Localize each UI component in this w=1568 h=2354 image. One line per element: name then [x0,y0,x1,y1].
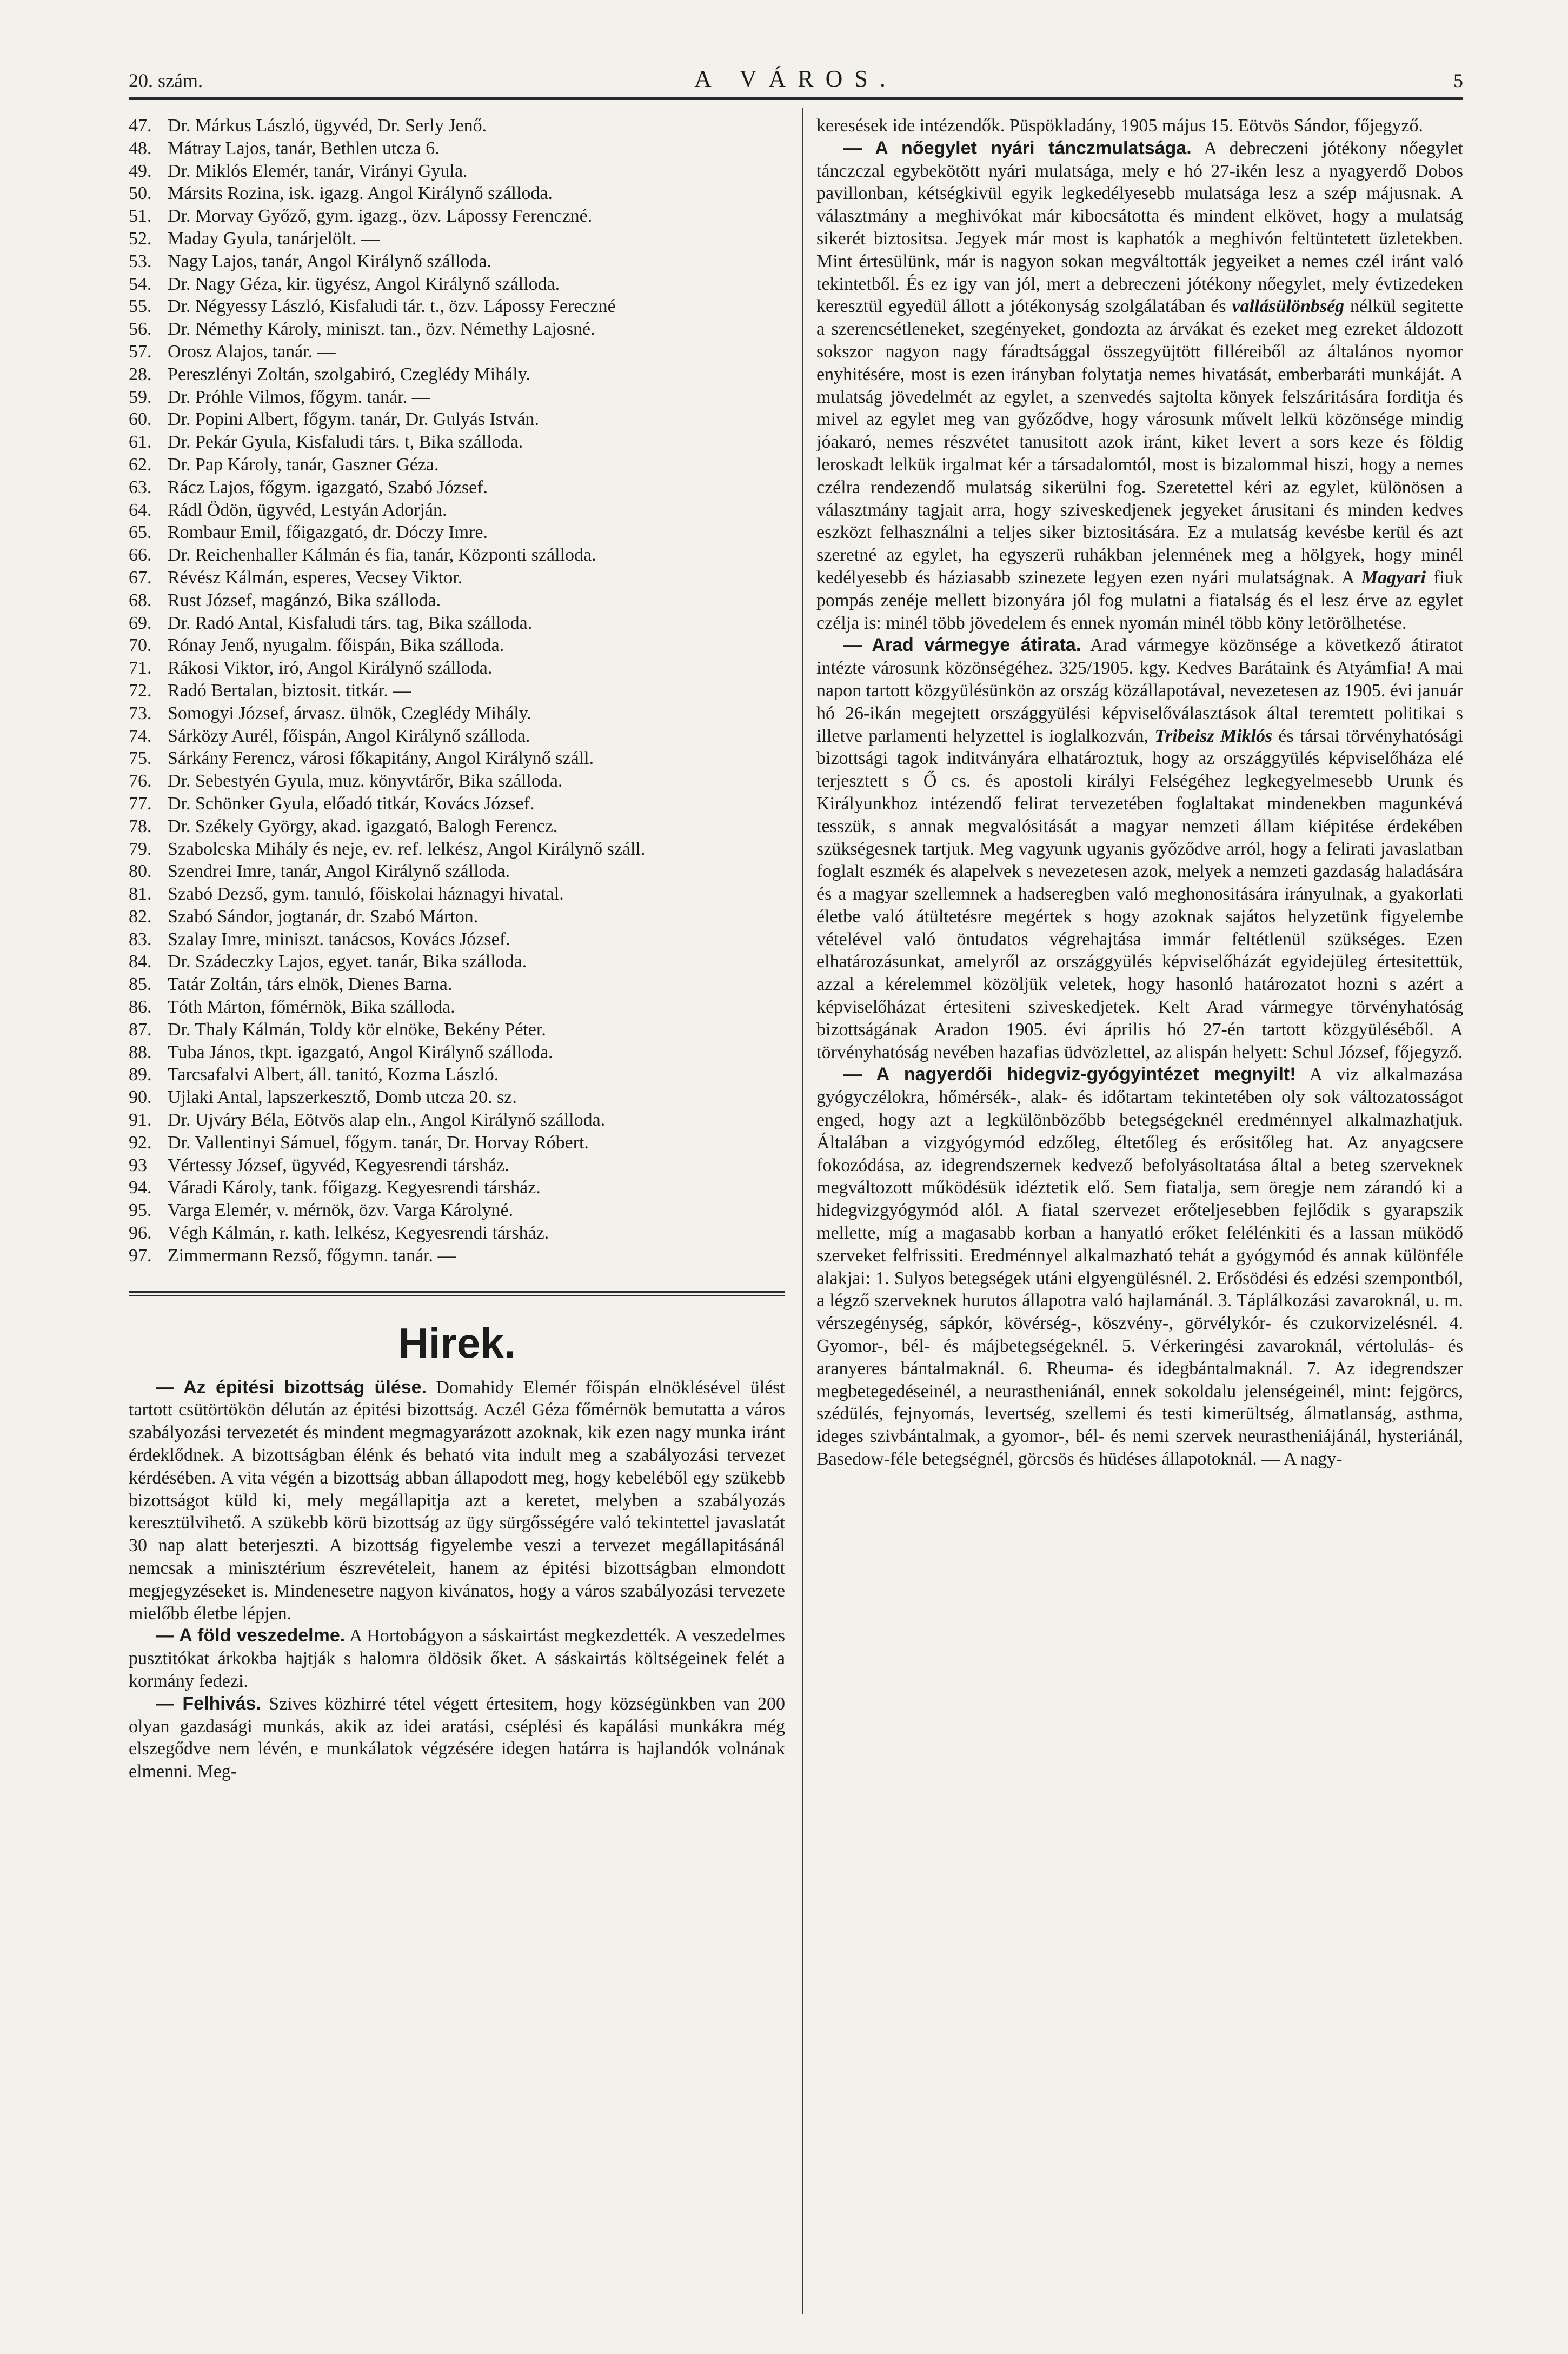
item-text: Tarcsafalvi Albert, áll. tanitó, Kozma László. [168,1065,499,1085]
item-text: Dr. Márkus László, ügyvéd, Dr. Serly Jenő. [168,116,487,136]
list-item [129,273,785,296]
item-text: Szabó Dezső, gym. tanuló, főiskolai háznagyi hivatal. [168,884,564,905]
list-item [129,408,785,431]
item-text: Nagy Lajos, tanár, Angol Királynő szálloda. [168,251,492,271]
emphasized-name: vallásülönbség [1232,296,1345,317]
issue-number: 20. szám. [129,70,203,91]
list-item [129,883,785,906]
item-number: 60. [129,409,152,430]
item-text: Radó Bertalan, biztosit. titkár. — [168,680,411,701]
item-text: Dr. Morvay Győző, gym. igazg., özv. Lápossy Ferenczné. [168,206,593,227]
item-number: 53. [129,251,152,271]
item-text: Dr. Pekár Gyula, Kisfaludi társ. t, Bika szálloda. [168,432,523,453]
item-text: Tuba János, tkpt. igazgató, Angol Királynő szálloda. [168,1042,553,1062]
item-text: Tatár Zoltán, társ elnök, Dienes Barna. [168,974,453,995]
item-number: 93 [129,1155,147,1175]
item-text: Rust József, magánzó, Bika szálloda. [168,590,441,610]
list-item [129,1109,785,1132]
item-number: 72. [129,680,152,701]
item-number: 81. [129,884,152,905]
list-item [129,137,785,160]
item-text: Dr. Popini Albert, főgym. tanár, Dr. Gulyás István. [168,409,540,430]
article-body: fiuk pompás zenéje mellett bizonyára jól fog mulatni a fiatalság és el lesz érve az egylet czélja is: minél több jövedelem és ennek nyomán minél több köny letörölhetése. [816,567,1463,633]
list-item [129,1063,785,1086]
item-text: Rácz Lajos, főgym. igazgató, Szabó József. [168,477,488,497]
list-item [129,996,785,1019]
item-text: Rádl Ödön, ügyvéd, Lestyán Adorján. [168,500,447,520]
item-text: Dr. Pap Károly, tanár, Gaszner Géza. [168,454,439,475]
article-body: A Hortobágyon a sáskairtást megkezdették. A veszedelmes pusztitókat árkokba hajtják s halomra öldösik őket. A sáskairtás költségeinek felét a kormány fedezi. [129,1626,785,1691]
article-body: A viz alkalmazása gyógyczélokra, hőmérsék-, alak- és időtartam tekintetében oly sok változatosságot enged, hogy azt a legkülönbözőbb betegségeknél eredménnyel alkalmazhatjuk. Általában a vizgyógymód edzőleg, éltetőleg és erősitőleg hat. Az anyagcsere fokozódása, az idegrendszernek kedvező befolyásoltatása által a beteg szerveknek megváltozott működésük idéztetik elő. Sem fiatalja, sem öregje nem zárandó ki a hidegvizgyógymód alól. A fiatal szervezet erőteljesebben fejlődik s gyarapszik mellette, míg a magasabb korban a hanyatló erőket felélénkiti és a lassan müködő szerveket felfrissiti. Eredménnyel alkalmazható tehát a gyógymód és annak különféle alakjai: 1. Sulyos betegségek utáni elgyengülésnél. 2. Erősödési és edzési szempontból, a légző szerveknek hurutos állapotra való hajlamánál. 3. Táplálkozási zavaroknál, u. m. vérszegénység, sápkór, kövérség-, köszvény-, görvélykór- és czukorvizelésnél. 4. Gyomor-, bél- és májbetegségeknél. 5. Vérkeringési zavaroknál, vértolulás- és aranyeres bántalmaknál. 6. Rheuma- és idegbántalmaknál. 7. Az idegrendszer megbetegedéseinél, a neurastheniánál, ennek sokoldalu jelenségeinél, mint: fejgörcs, szédülés, fejnyomás, levertség, szellemi és testi kimerültség, álmatlanság, asthma, ideges szivbántalmak, a gyomor-, bél- és nemi szervek neurastheniájánál, hysteriánál, Basedow-féle betegségnél, görcsös és hüdéses állapotoknál. — A nagy- [816,1065,1463,1469]
item-number: 66. [129,545,152,566]
item-text: Rónay Jenő, nyugalm. főispán, Bika szálloda. [168,635,504,656]
list-item [129,250,785,273]
item-text: Dr. Reichenhaller Kálmán és fia, tanár, Központi szálloda. [168,545,596,566]
list-item [129,1222,785,1245]
item-text: Rákosi Viktor, iró, Angol Királynő szálloda. [168,658,493,679]
item-number: 77. [129,793,152,814]
news-article [816,634,1463,1063]
list-item [129,1132,785,1154]
list-item [129,1154,785,1177]
list-item [129,228,785,250]
item-text: Dr. Némethy Károly, miniszt. tan., özv. Némethy Lajosné. [168,319,595,340]
item-number: 70. [129,635,152,656]
item-number: 64. [129,500,152,520]
item-number: 69. [129,613,152,633]
page-number: 5 [1453,70,1463,91]
item-text: Rombaur Emil, főigazgató, dr. Dóczy Imre. [168,522,488,543]
news-article [816,1063,1463,1470]
list-item [129,567,785,589]
list-item [129,793,785,815]
item-text: Orosz Alajos, tanár. — [168,341,336,362]
item-text: Végh Kálmán, r. kath. lelkész, Kegyesrendi társház. [168,1223,549,1244]
list-item [129,454,785,476]
item-text: Révész Kálmán, esperes, Vecsey Viktor. [168,567,463,588]
item-number: 75. [129,748,152,769]
header-rule [129,97,1463,100]
item-text: Tóth Márton, főmérnök, Bika szálloda. [168,997,455,1018]
item-text: Pereszlényi Zoltán, szolgabiró, Czeglédy Mihály. [168,364,531,384]
list-item [129,182,785,205]
list-item [129,386,785,409]
article-body: és társai törvényhatósági bizottsági tagok inditványára elhatároztuk, hogy az országgyülés képviselőháza elé terjesztett s Ő cs. és apostoli királyi Felségéhez legkegyelmesebb Urunk és Királyunkhoz intézendő felirat tervezetében foglaltakat mindenekben magunkévá tesszük, s annak megvalósitását a magyar nemzeti állam kiépitése érdekében szükségesnek tartjuk. Meg vagyunk ugyanis győződve arról, hogy a felirati javaslatban foglalt eszmék és alapelvek s nevezetesen azok, melyek a nemzeti gazdaság haladására és a magyar szellemnek a hadseregben való meghonositására irányulnak, a gyakorlati életbe való átültetésre megértek s hogy azoknak sajátos helyzetünk figyelembe vételével való öntudatos végrehajtása immár feltétlenül szükséges. Ezen elhatározásunkat, amelyről az országgyülés képviselőházát egyidejüleg értesitettük, azzal a kérelemmel közöljük veletek, hogy hasonló határozatot hozni s azért a képviselőházat értesiteni sziveskedjetek. Kelt Arad vármegye törvényhatóság bizottságának Aradon 1905. évi április hó 27-én tartott közgyüléséből. A törvényhatóság nevében hazafias üdvözlettel, az alispán helyett: Schul József, főjegyző. [816,726,1463,1062]
item-number: 95. [129,1200,152,1221]
article-headline: — A nagyerdői hidegviz-gyógyintézet megnyilt! [843,1064,1296,1085]
item-text: Dr. Vallentinyi Sámuel, főgym. tanár, Dr. Horvay Róbert. [168,1132,589,1153]
list-item [129,815,785,838]
item-text: Dr. Négyessy László, Kisfaludi tár. t., özv. Lápossy Fereczné [168,296,616,317]
item-number: 50. [129,183,152,204]
item-text: Dr. Thaly Kálmán, Toldy kör elnöke, Bekény Péter. [168,1019,546,1040]
emphasized-name: Tribeisz Miklós [1154,726,1273,746]
item-number: 67. [129,567,152,588]
article-headline: — Arad vármegye átirata. [843,635,1081,656]
item-number: 89. [129,1065,152,1085]
item-text: Zimmermann Rezső, főgymn. tanár. — [168,1245,456,1266]
item-number: 56. [129,319,152,340]
news-heading: Hirek. [398,1319,516,1367]
item-text: Sárközy Aurél, főispán, Angol Királynő szálloda. [168,726,530,746]
news-right-articles [816,137,1463,1471]
list-item [129,1019,785,1041]
list-item [129,205,785,228]
item-number: 79. [129,839,152,859]
item-text: Mátray Lajos, tanár, Bethlen utcza 6. [168,138,440,158]
news-left-articles [129,1377,785,1783]
list-item [129,680,785,702]
continued-text: keresések ide intézendők. Püspökladány, 1905 május 15. Eötvös Sándor, főjegyző. [816,116,1423,136]
article-body: Szives közhirré tétel végett értesitem, hogy községünkben van 200 olyan gazdasági munkás, akik az idei aratási, cséplési és kapálási munkákra még elszegődve nem lévén, e munkálatok végzésére idegen határra is hajlandók volnának elmenni. Meg- [129,1693,786,1782]
item-number: 51. [129,206,152,227]
list-item [129,1176,785,1199]
right-column [816,115,1463,1471]
item-number: 52. [129,228,152,249]
item-text: Ujlaki Antal, lapszerkesztő, Domb utcza 20. sz. [168,1087,517,1108]
article-headline: — Az épitési bizottság ülése. [156,1377,427,1398]
item-number: 74. [129,726,152,746]
list-item [129,860,785,883]
list-item [129,1199,785,1222]
item-number: 28. [129,364,152,384]
item-number: 65. [129,522,152,543]
list-item [129,612,785,635]
item-number: 68. [129,590,152,610]
guest-list [129,115,785,1267]
list-item [129,1245,785,1267]
item-number: 59. [129,387,152,407]
item-number: 76. [129,771,152,792]
item-text: Váradi Károly, tank. főigazg. Kegyesrendi társház. [168,1178,541,1198]
list-item [129,476,785,499]
column-divider [802,108,803,2314]
item-text: Mársits Rozina, isk. igazg. Angol Királynő szálloda. [168,183,553,204]
item-number: 63. [129,477,152,497]
item-text: Somogyi József, árvasz. ülnök, Czeglédy Mihály. [168,703,531,723]
item-text: Dr. Nagy Géza, kir. ügyész, Angol Királynő szálloda. [168,274,560,294]
list-item [129,1041,785,1064]
item-number: 84. [129,952,152,972]
item-number: 48. [129,138,152,158]
item-text: Dr. Miklós Elemér, tanár, Virányi Gyula. [168,161,468,181]
item-number: 90. [129,1087,152,1108]
item-number: 96. [129,1223,152,1244]
item-text: Szendrei Imre, tanár, Angol Királynő szálloda. [168,861,510,882]
item-number: 47. [129,116,152,136]
list-item [129,950,785,973]
list-item [129,521,785,544]
list-item [129,928,785,951]
item-text: Dr. Szádeczky Lajos, egyet. tanár, Bika szálloda. [168,952,527,972]
list-item [129,1086,785,1109]
item-number: 97. [129,1245,152,1266]
article-body: A debreczeni jótékony nőegylet tánczczal egybekötött nyári mulatsága, mely e hó 27-ikén lesz a nyagyerdő Dobos pavillonban, kétségkivül egyik legkedélyesebb mulatsága lesz a szép májusnak. A választmány a meghivókat már kibocsátotta és mindent elkövet, hogy a mulatság sikerét biztositsa. Jegyek már most is kaphatók a meghivón feltüntetett üzletekben. Mint értesülünk, már is nagyon sokan megváltották jegyeiket a nemes czél iránt való tekintetből. És ez igy van jól, mert a debreczeni jótékony nőegylet, mely évtizedeken keresztül egyedül állott a jótékonyság szolgálatában és [816,138,1463,317]
item-text: Dr. Székely György, akad. igazgató, Balogh Ferencz. [168,816,558,836]
item-text: Dr. Schönker Gyula, előadó titkár, Kovács József. [168,793,535,814]
list-item [129,341,785,363]
list-item [129,702,785,725]
section-divider [129,1291,785,1296]
article-body: Domahidy Elemér főispán elnöklésével ülést tartott csütörtökön délután az épitési bizottság. Aczél Géza főmérnök bemutatta a város szabályozási tervezetét és mindent megmagyarázott azoknak, kik ezen nagy munka iránt érdeklődnek. A bizottságban élénk és beható vita indult meg a szabályozási tervezet kérdésében. A vita végén a bizottság abban állapodott meg, hogy kebeléből egy szükebb bizottságot küld ki, mely megállapitja azt a keretet, melyben a szabályozás keresztülvihető. A szükebb körü bizottság az ügy sürgősségére való tekintettel javaslatát 30 nap alatt beterjeszti. A bizottság figyelembe veszi a tervezet megállapitásánál nemcsak a minisztérium észrevételeit, hanem az épitési bizottságban elmondott megjegyzéseket is. Mindenesetre nagyon kivánatos, hogy a város szabályozási tervezete mielőbb életbe lépjen. [129,1377,785,1624]
left-column [129,115,785,1783]
item-number: 78. [129,816,152,836]
list-item [129,115,785,137]
item-number: 88. [129,1042,152,1062]
masthead-title: A VÁROS. [694,65,898,92]
item-number: 87. [129,1019,152,1040]
item-number: 94. [129,1178,152,1198]
item-number: 54. [129,274,152,294]
item-text: Sárkány Ferencz, városi főkapitány, Angol Királynő száll. [168,748,594,769]
article-headline: — Felhivás. [156,1693,261,1714]
item-text: Szabolcska Mihály és neje, ev. ref. lelkész, Angol Királynő száll. [168,839,646,859]
page-header [129,65,1463,97]
list-item [129,770,785,793]
list-item [129,725,785,748]
list-item [129,160,785,183]
list-item [129,747,785,770]
list-item [129,657,785,680]
item-text: Varga Elemér, v. mérnök, özv. Varga Károlyné. [168,1200,514,1221]
list-item [129,906,785,928]
list-item [129,589,785,612]
item-text: Szabó Sándor, jogtanár, dr. Szabó Márton. [168,906,479,927]
item-number: 73. [129,703,152,723]
item-text: Dr. Próhle Vilmos, főgym. tanár. — [168,387,430,407]
item-number: 71. [129,658,152,679]
news-article [129,1625,785,1692]
item-number: 92. [129,1132,152,1153]
item-number: 82. [129,906,152,927]
news-article [129,1377,785,1625]
news-article [816,137,1463,635]
item-number: 86. [129,997,152,1018]
emphasized-name: Magyari [1361,567,1426,588]
item-number: 80. [129,861,152,882]
list-item [129,838,785,861]
list-item [129,295,785,318]
list-item [129,973,785,996]
item-text: Maday Gyula, tanárjelölt. — [168,228,380,249]
news-article [129,1693,785,1783]
item-text: Dr. Radó Antal, Kisfaludi társ. tag, Bika szálloda. [168,613,533,633]
list-item [129,634,785,657]
article-headline: — A nőegylet nyári tánczmulatsága. [843,137,1192,158]
item-number: 91. [129,1110,152,1131]
item-number: 61. [129,432,152,453]
item-text: Dr. Ujváry Béla, Eötvös alap eln., Angol Királynő szálloda. [168,1110,606,1131]
article-body: Arad vármegye közönsége a következő átiratot intézte városunk közönségéhez. 325/1905. kgy. Kedves Barátaink és Atyámfia! A mai napon tartott közgyülésünkön az ország közállapotával, nevezetesen az 1905. évi január hó 26-ikán megejtett országgyülési képviselőválasztások által teremtett politikai s illetve parlamenti helyzettel is ioglalkozván, [816,635,1463,746]
list-item [129,318,785,341]
list-item [129,431,785,454]
list-item [129,499,785,522]
item-number: 57. [129,341,152,362]
list-item [129,363,785,386]
item-text: Vértessy József, ügyvéd, Kegyesrendi társház. [168,1155,509,1175]
item-number: 55. [129,296,152,317]
article-headline: — A föld veszedelme. [156,1625,346,1646]
item-text: Szalay Imre, miniszt. tanácsos, Kovács József. [168,929,510,949]
item-text: Dr. Sebestyén Gyula, muz. könyvtárőr, Bika szálloda. [168,771,563,792]
item-number: 83. [129,929,152,949]
item-number: 49. [129,161,152,181]
item-number: 62. [129,454,152,475]
article-body: nélkül segitette a szerencsétleneket, szegényeket, gondozta az árvákat és ezeket meg ezreket áldozott sokszor nagyon nagy fáradtsággal összegyüjtött filléreiből az általános nyomor enyhitésére, most is ezen irányban folytatja nemes hivatását, emberbaráti munkáját. A mulatság jövedelmét az egylet, a szenvedés sajtolta könyek felszáritására forditja és mivel az egylet meg van győződve, hogy városunk művelt lelkü közönsége mindig jóakaró, nemes részvétet tanusitott azok iránt, kiket levert a sors keze és földig leroskadt lelkük irgalmat kér a társadalomtól, most is bizalommal hiszi, hogy a nemes czélra rendezendő mulatság sikerülni fog. Szeretettel kéri az egylet, különösen a választmány tagjait arra, hogy sziveskedjenek jegyeket árusitani és minden kedves eszközt felhasználni a teljes siker biztositására. Ez a mulatság kevésbe kerül és azt szeretné az egylet, ha egyszerü ruhákban jelennének meg a hölgyek, hogy minél kedélyesebb és háziasabb szinezete legyen ezen nyári mulatságnak. A [816,296,1464,588]
item-number: 85. [129,974,152,995]
list-item [129,544,785,567]
